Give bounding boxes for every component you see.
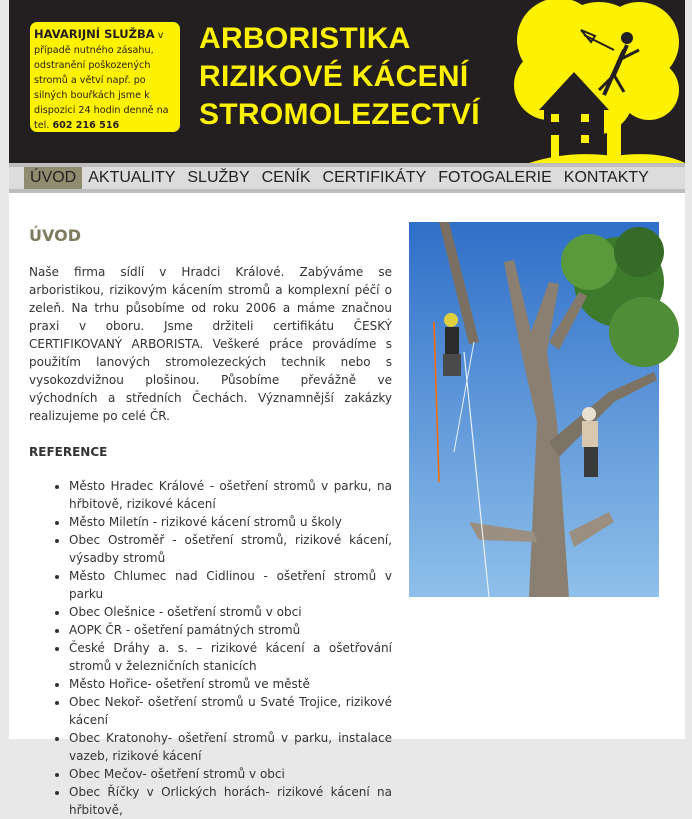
list-item: • Obec Kratonohy- ošetření stromů v parku, instalace vazeb, rizikové kácení [69, 729, 392, 765]
page-title: ÚVOD [29, 226, 81, 245]
list-item: • Město Hradec Králové - ošetření stromů v parku, na hřbitově, rizikové kácení [69, 477, 392, 513]
emergency-phone[interactable]: 602 216 516 [52, 120, 120, 131]
brand-line-1: ARBORISTIKA [199, 22, 411, 55]
nav-item-fotogalerie[interactable]: FOTOGALERIE [438, 169, 552, 186]
nav-item-certifikaty[interactable]: CERTIFIKÁTY [322, 169, 427, 186]
references-title: REFERENCE [29, 445, 108, 459]
list-item: • Město Hořice- ošetření stromů ve městě [69, 675, 392, 693]
nav-item-kontakty[interactable]: KONTAKTY [563, 169, 649, 186]
list-item: • AOPK ČR - ošetření památných stromů [69, 621, 392, 639]
nav-item-cenik[interactable]: CENÍK [261, 169, 311, 186]
list-item: • Město Chlumec nad Cidlinou - ošetření stromů v parku [69, 567, 392, 603]
list-item: • Obec Ostroměř - ošetření stromů, rizikové kácení, výsadby stromů [69, 531, 392, 567]
list-item: • Obec Mečov- ošetření stromů v obci [69, 765, 392, 783]
nav-item-aktuality[interactable]: AKTUALITY [88, 169, 176, 186]
emergency-notice [30, 22, 180, 132]
site-header [9, 0, 685, 163]
references-list [29, 477, 392, 819]
list-item: • Obec Olešnice - ošetření stromů v obci [69, 603, 392, 621]
list-item: • Město Miletín - rizikové kácení stromů u školy [69, 513, 392, 531]
main-content [29, 225, 392, 819]
list-item: • České Dráhy a. s. – rizikové kácení a ošetřování stromů v železničních stanicích [69, 639, 392, 675]
nav-items [24, 167, 655, 189]
tree-house-logo-icon[interactable] [499, 0, 685, 163]
list-item: • Obec Říčky v Orlických horách- rizikové kácení na hřbitově, [69, 783, 392, 819]
emergency-notice-text: v případě nutného zásahu, odstranění poškozených stromů a větví např. po silných bouřkách jsme k dispozici 24 hodin denně na tel. [34, 30, 169, 131]
page [9, 0, 685, 817]
nav-item-uvod[interactable]: ÚVOD [24, 167, 82, 189]
brand-line-3: STROMOLEZECTVÍ [199, 98, 480, 131]
emergency-notice-title: HAVARIJNÍ SLUŽBA [34, 27, 155, 41]
arborist-photo [409, 222, 659, 597]
brand-line-2: RIZIKOVÉ KÁCENÍ [199, 60, 469, 93]
nav-item-sluzby[interactable]: SLUŽBY [187, 169, 250, 186]
intro-paragraph: Naše firma sídlí v Hradci Králové. Zabýváme se arboristikou, rizikovým kácením stromů a komplexní péčí o zeleň. Na trhu působíme od roku 2006 a máme značnou praxi v oboru. Jsme držiteli certifikátu ČESKÝ CERTIFIKOVANÝ ARBORISTA. Veškeré práce provádíme s použitím lanových stromolezeckých technik nebo s vysokozdvižnou plošinou. Působíme převážně ve východních a středních Čechách. Významnější zakázky realizujeme po celé ČR. [29, 265, 392, 423]
brand-title [199, 20, 480, 134]
main-nav [9, 163, 685, 193]
list-item: • Obec Nekoř- ošetření stromů u Svaté Trojice, rizikové kácení [69, 693, 392, 729]
